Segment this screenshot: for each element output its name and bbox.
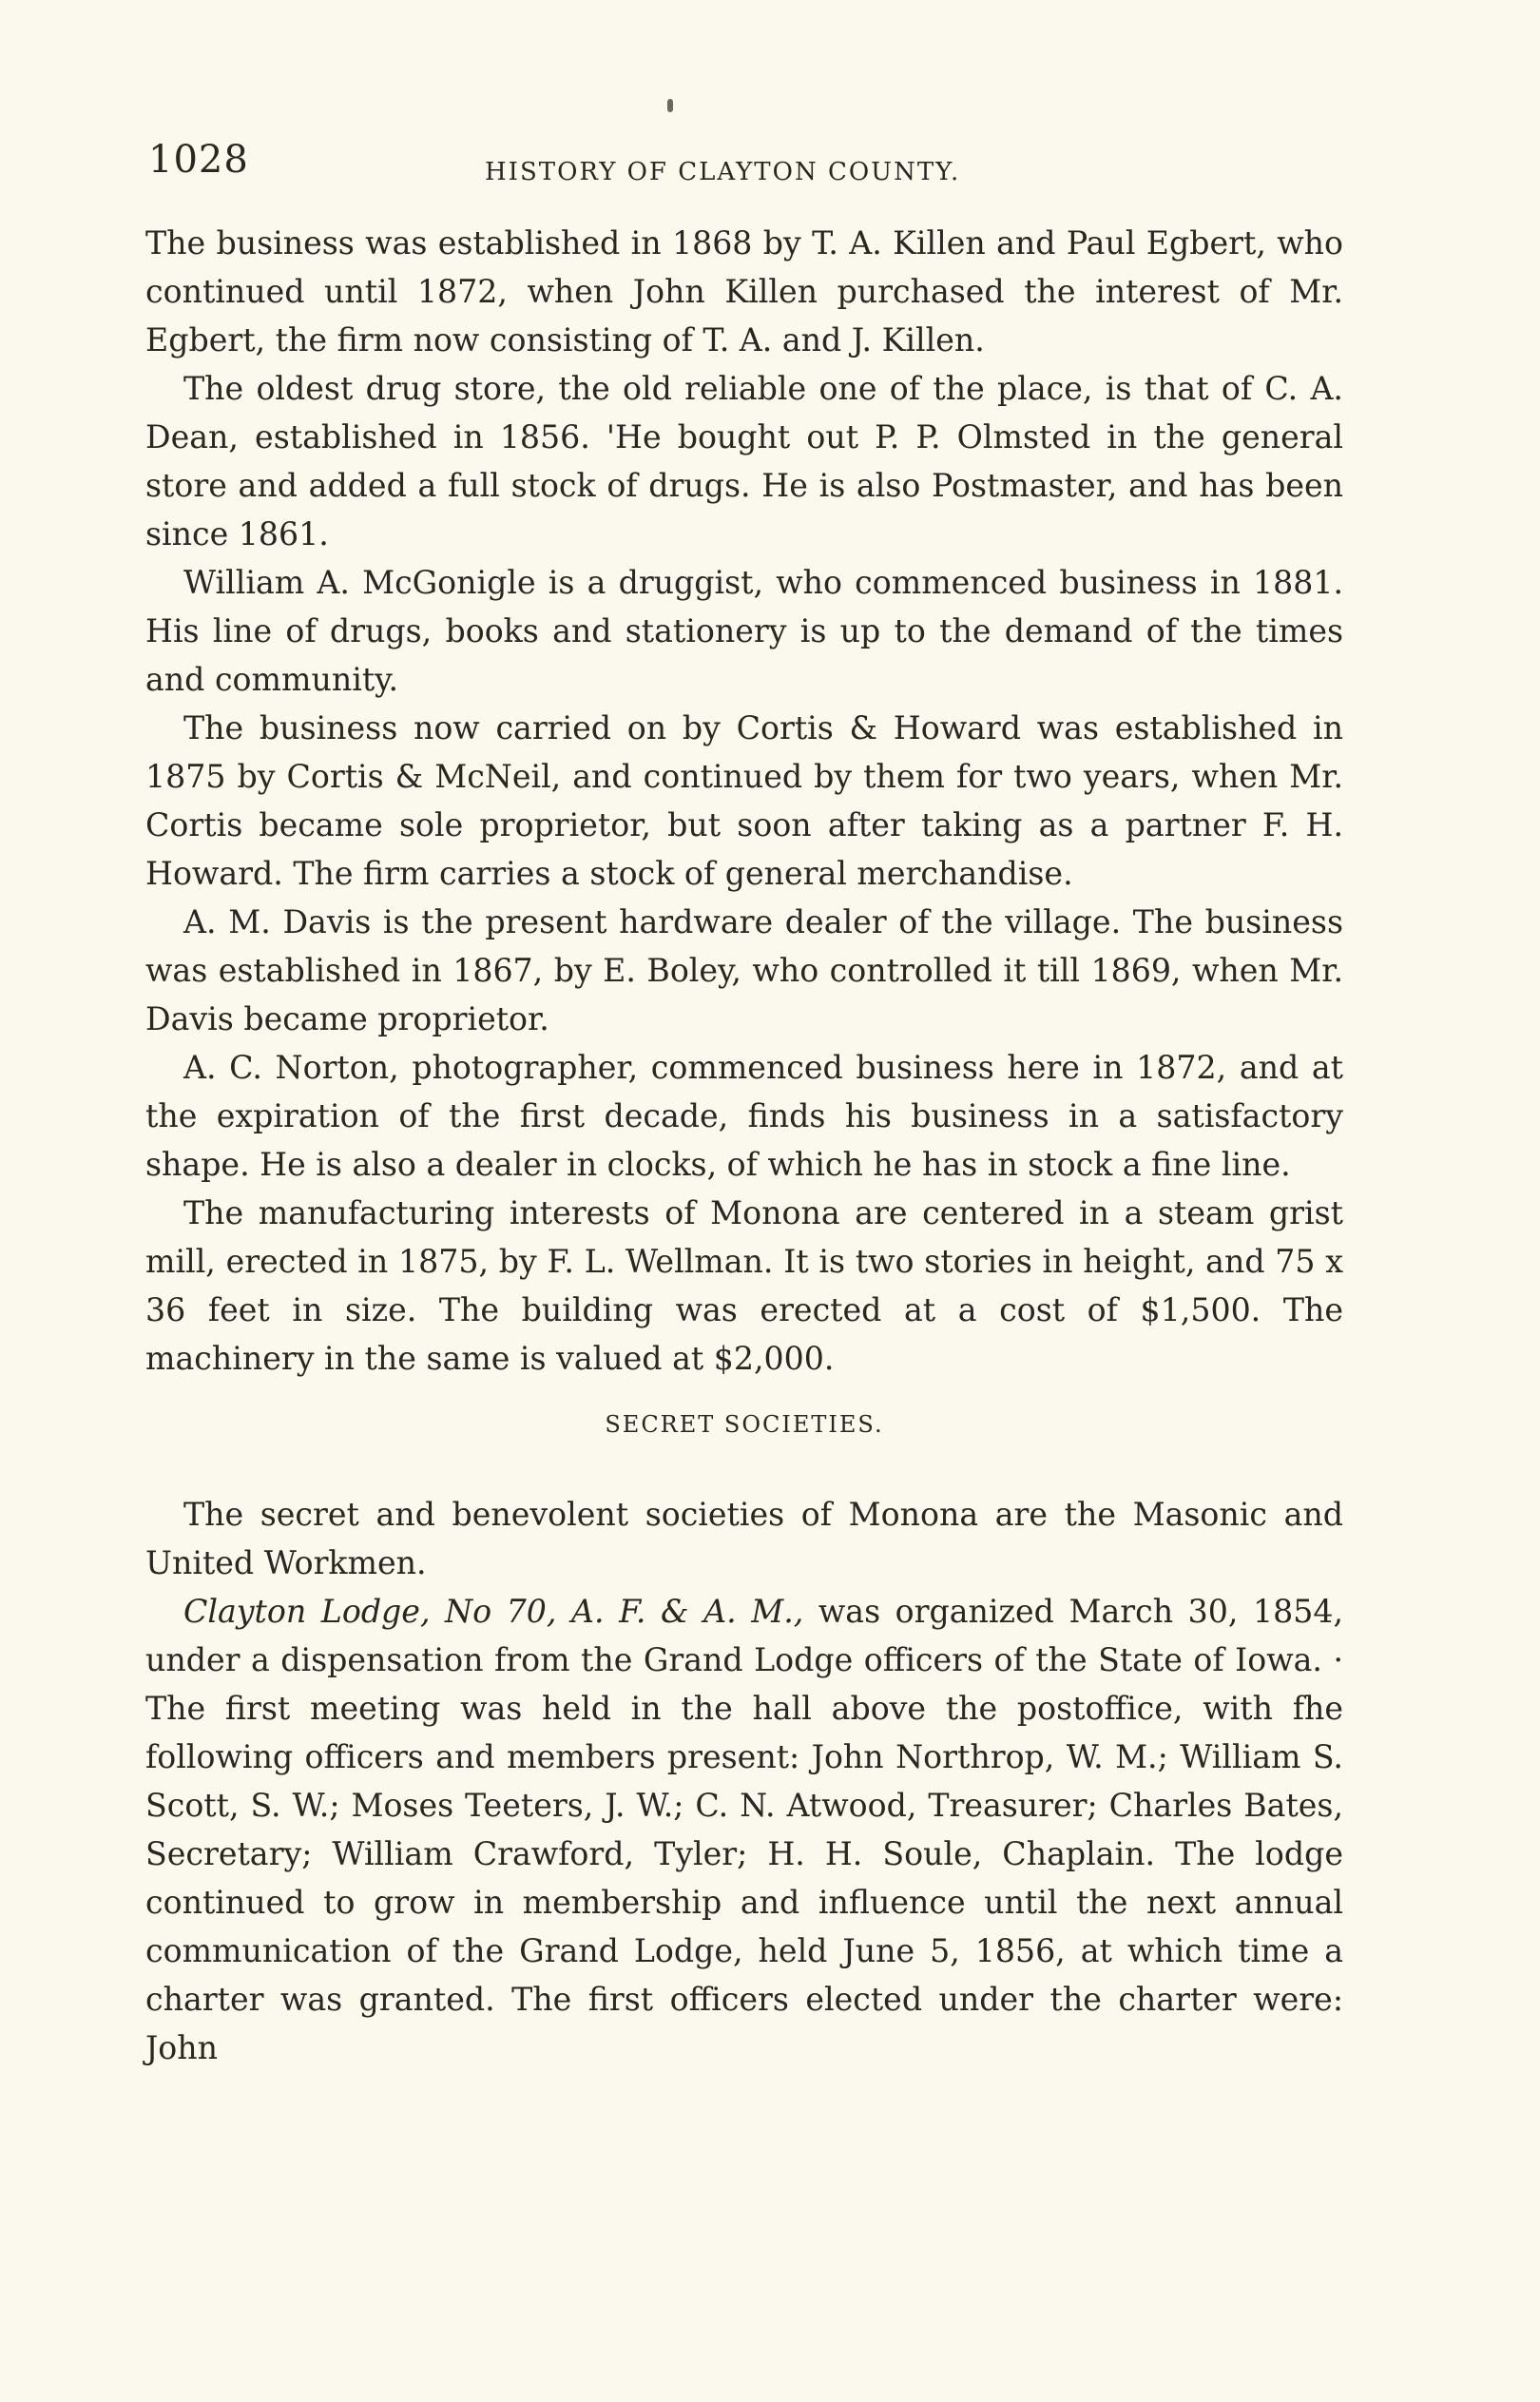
paragraph-davis-hardware: A. M. Davis is the present hardware dealer of the village. The business was established in 1867, by E. Boley, who controlled it till 1869, when Mr. Davis became proprietor. — [145, 903, 1343, 1037]
body-text — [145, 219, 1343, 2072]
paragraph-dean-drug-store: The oldest drug store, the old reliable one of the place, is that of C. A. Dean, established in 1856. 'He bought out P. P. Olmsted in the general store and added a full stock of drugs. He is also Postmaster, and has been since 1861. — [145, 370, 1343, 552]
paragraph-clayton-lodge — [145, 1587, 1343, 2072]
running-title: HISTORY OF CLAYTON COUNTY. — [485, 158, 961, 186]
paragraph-mcgonigle-druggist: William A. McGonigle is a druggist, who commenced business in 1881. His line of drugs, books and stationery is up to the demand of the times and community. — [145, 564, 1343, 698]
page-number: 1028 — [148, 138, 249, 182]
paragraph-killen-business: The business was established in 1868 by T. A. Killen and Paul Egbert, who continued until 1872, when John Killen purchased the interest of Mr. Egbert, the firm now consisting of T. A. and J. Killen. — [145, 224, 1343, 358]
paragraph-grist-mill: The manufacturing interests of Monona are centered in a steam grist mill, erected in 1875, by F. L. Wellman. It is two stories in height, and 75 x 36 feet in size. The building was erected at a cost of $1,500. The machinery in the same is valued at $2,000. — [145, 1194, 1343, 1377]
lodge-history-text: was organized March 30, 1854, under a dispensation from the Grand Lodge officers of the State of Iowa. · The first meeting was held in the hall above the postoffice, with fhe following officers and members present: John Northrop, W. M.; William S. Scott, S. W.; Moses Teeters, J. W.; C. N. Atwood, Treasurer; Charles Bates, Secretary; William Crawford, Tyler; H. H. Soule, Chaplain. The lodge continued to grow in membership and influence until the next annual communication of the Grand Lodge, held June 5, 1856, at which time a charter was granted. The first officers elected under the charter were: John — [145, 1593, 1343, 2066]
paragraph-norton-photographer: A. C. Norton, photographer, commenced business here in 1872, and at the expiration of the first decade, finds his business in a satisfactory shape. He is also a dealer in clocks, of which he has in stock a fine line. — [145, 1049, 1343, 1183]
ink-speck — [667, 99, 673, 112]
page-header — [148, 138, 1356, 195]
section-heading: SECRET SOCIETIES. — [605, 1411, 884, 1438]
lodge-name: Clayton Lodge, No 70, A. F. & A. M., — [183, 1593, 804, 1630]
paragraph-societies-intro: The secret and benevolent societies of Monona are the Masonic and United Workmen. — [145, 1496, 1343, 1581]
paragraph-cortis-howard: The business now carried on by Cortis & Howard was established in 1875 by Cortis & McNeil, and continued by them for two years, when Mr. Cortis became sole proprietor, but soon after taking as a partner F. H. Howard. The firm carries a stock of general merchandise. — [145, 709, 1343, 892]
